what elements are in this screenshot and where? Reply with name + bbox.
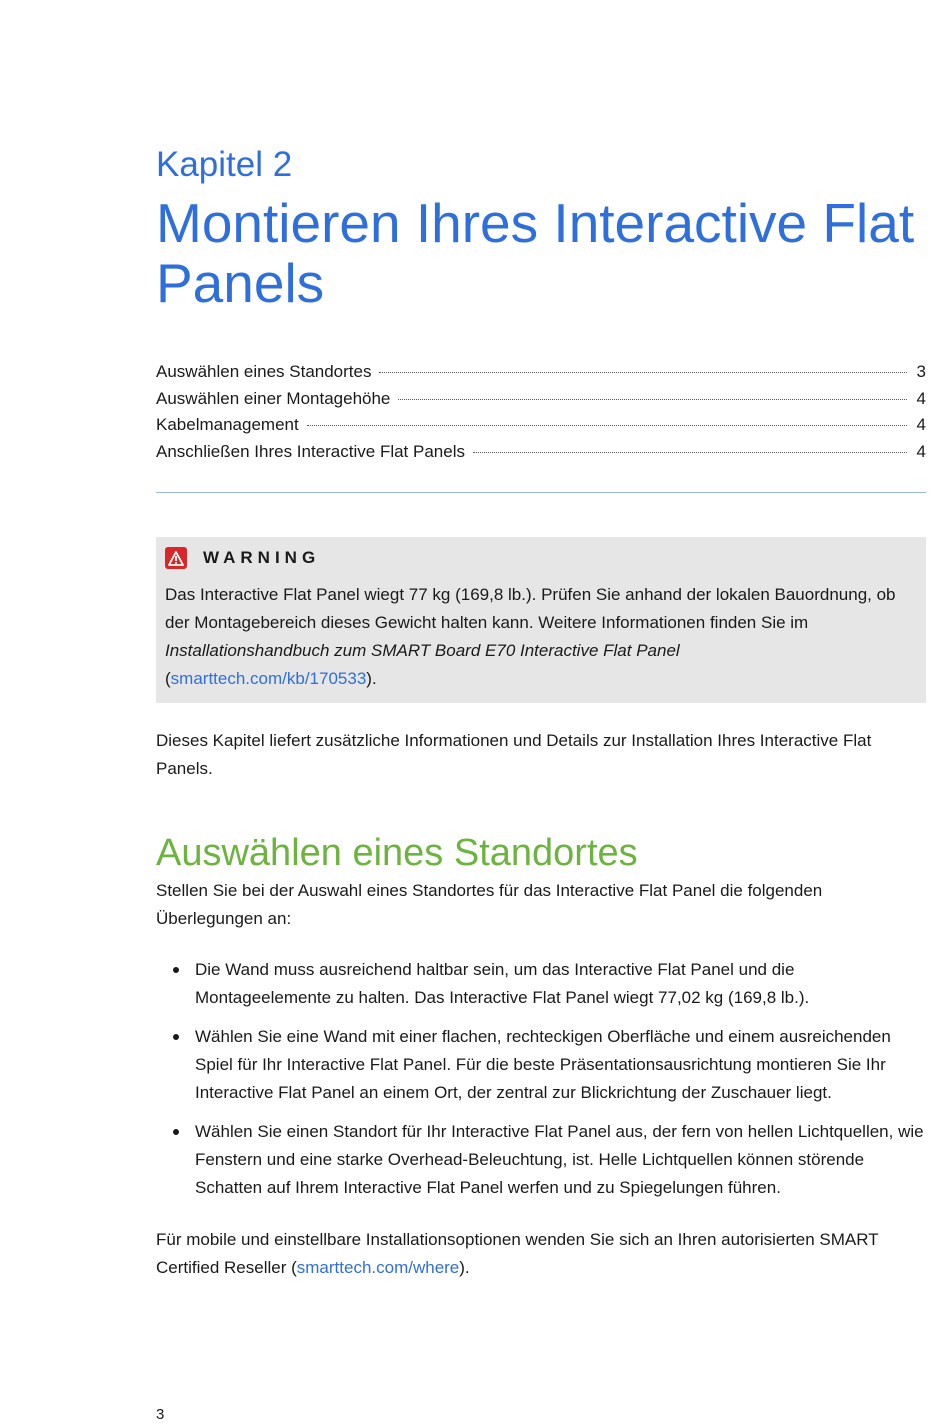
toc-entry-label[interactable]: Anschließen Ihres Interactive Flat Panels xyxy=(156,441,465,461)
toc-divider xyxy=(156,492,926,493)
toc-leader-dots xyxy=(307,425,907,426)
toc-leader-dots xyxy=(379,372,906,373)
toc-entry-label[interactable]: Auswählen einer Montagehöhe xyxy=(156,388,391,408)
warning-triangle-icon xyxy=(165,547,187,569)
toc-leader-dots xyxy=(398,399,906,400)
toc-entry-page[interactable]: 4 xyxy=(916,388,926,408)
section-heading: Auswählen eines Standortes xyxy=(156,832,638,874)
list-item xyxy=(156,956,926,1012)
warning-text xyxy=(165,581,916,693)
bullet-icon xyxy=(173,1034,179,1040)
toc-entry[interactable] xyxy=(156,362,926,389)
toc-entry[interactable] xyxy=(156,389,926,416)
warning-heading: WARNING xyxy=(203,548,321,567)
list-item-text: Wählen Sie eine Wand mit einer flachen, rechteckigen Oberfläche und einem ausreichenden Spiel für Ihr Interactive Flat Panel. Für die beste Präsentationsausrichtung montieren Sie Ihr Interactive Flat Panel an einem Ort, der zentral zur Blickrichtung der Zuschauer liegt. xyxy=(195,1027,891,1102)
closing-text: Für mobile und einstellbare Installationsoptionen wenden Sie sich an Ihren autorisierten SMART Certified Reseller ( xyxy=(156,1230,879,1277)
chapter-title: Montieren Ihres Interactive Flat Panels xyxy=(156,192,915,314)
list-item-text: Die Wand muss ausreichend haltbar sein, um das Interactive Flat Panel und die Montageelemente zu halten. Das Interactive Flat Panel wiegt 77,02 kg (169,8 lb.). xyxy=(195,960,810,1007)
toc-entry-page[interactable]: 4 xyxy=(916,415,926,434)
warning-header xyxy=(165,545,916,571)
where-link[interactable]: smarttech.com/where xyxy=(296,1258,460,1277)
bullet-icon xyxy=(173,967,179,973)
toc-entry-page[interactable]: 3 xyxy=(916,362,926,381)
list-item xyxy=(156,1118,926,1202)
chapter-intro: Dieses Kapitel liefert zusätzliche Informationen und Details zur Installation Ihres Interactive Flat Panels. xyxy=(156,731,872,778)
toc-entry[interactable] xyxy=(156,442,926,469)
toc-entry-label[interactable]: Kabelmanagement xyxy=(156,415,299,434)
considerations-list xyxy=(156,956,926,1213)
toc-entry-label[interactable]: Auswählen eines Standortes xyxy=(156,362,372,381)
closing-paragraph xyxy=(156,1226,926,1282)
warning-paren-close: ). xyxy=(366,669,377,688)
warning-manual-title: Installationshandbuch zum SMART Board E70 Interactive Flat Panel xyxy=(165,641,680,660)
page-number: 3 xyxy=(156,1406,165,1423)
list-item-text: Wählen Sie einen Standort für Ihr Interactive Flat Panel aus, der fern von hellen Lichtquellen, wie Fenstern und eine starke Overhead-Beleuchtung, ist. Helle Lichtquellen können störende Schatten auf Ihrem Interactive Flat Panel werfen und zu Spiegelungen führen. xyxy=(195,1122,924,1197)
warning-box xyxy=(156,537,926,703)
warning-text-main: Das Interactive Flat Panel wiegt 77 kg (169,8 lb.). Prüfen Sie anhand der lokalen Bauordnung, ob der Montagebereich dieses Gewicht halten kann. Weitere Informationen finden Sie im xyxy=(165,585,896,632)
toc-entry-page[interactable]: 4 xyxy=(916,441,926,461)
bullet-icon xyxy=(173,1129,179,1135)
toc-leader-dots xyxy=(473,452,907,453)
list-item xyxy=(156,1023,926,1107)
toc-entry[interactable] xyxy=(156,415,926,442)
closing-end: ). xyxy=(459,1258,470,1277)
warning-paren-open: ( xyxy=(165,669,171,688)
section-lead: Stellen Sie bei der Auswahl eines Standortes für das Interactive Flat Panel die folgenden Überlegungen an: xyxy=(156,881,823,928)
table-of-contents xyxy=(156,362,926,468)
chapter-label: Kapitel 2 xyxy=(156,145,293,184)
kb-link[interactable]: smarttech.com/kb/170533 xyxy=(170,669,367,688)
